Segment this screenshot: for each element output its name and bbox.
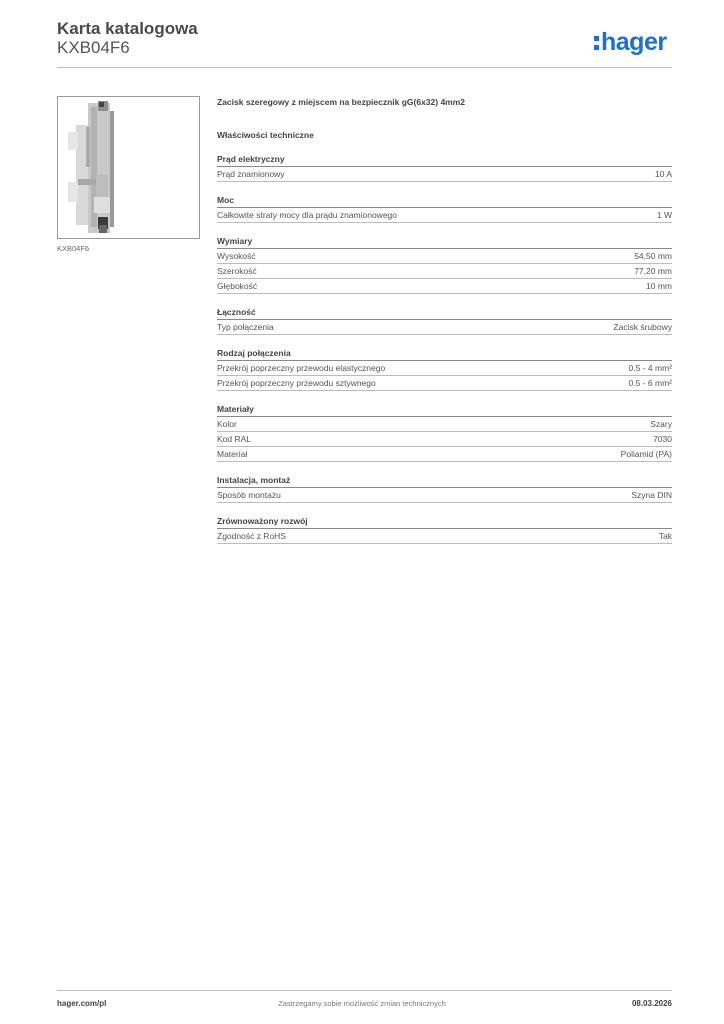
property-label: Materiał: [217, 449, 248, 459]
property-value: Szary: [650, 419, 672, 429]
terminal-block-illustration: [58, 97, 199, 238]
property-label: Sposób montażu: [217, 490, 281, 500]
property-row: [217, 264, 672, 279]
property-value: 1 W: [656, 210, 672, 220]
property-label: Przekrój poprzeczny przewodu elastycznego: [217, 363, 386, 373]
section-title: Prąd elektryczny: [217, 153, 672, 167]
header-divider: [57, 67, 672, 68]
property-label: Całkowite straty mocy dla prądu znamionowego: [217, 210, 398, 220]
footer-divider: [57, 990, 672, 991]
property-row: [217, 417, 672, 432]
footer-date: 08.03.2026: [631, 999, 672, 1008]
section-title: Wymiary: [217, 235, 672, 249]
footer-disclaimer: Zastrzegamy sobie możliwość zmian technicznych: [278, 999, 446, 1008]
property-value: Szyna DIN: [631, 490, 672, 500]
section-title: Łączność: [217, 306, 672, 320]
document-title: Karta katalogowa: [57, 19, 198, 38]
property-label: Kolor: [217, 419, 237, 429]
property-section: [217, 153, 672, 182]
product-code: KXB04F6: [57, 38, 130, 57]
property-label: Kod RAL: [217, 434, 252, 444]
property-section: [217, 235, 672, 294]
property-section: [217, 515, 672, 544]
property-row: [217, 361, 672, 376]
section-title: Instalacja, montaż: [217, 474, 672, 488]
technical-properties-heading: Właściwości techniczne: [217, 130, 314, 140]
property-row: [217, 167, 672, 182]
product-description: Zacisk szeregowy z miejscem na bezpiecznik gG(6x32) 4mm2: [217, 97, 466, 107]
property-value: 7030: [653, 434, 672, 444]
property-value: 0.5 - 6 mm²: [628, 378, 672, 388]
property-value: 54,50 mm: [634, 251, 672, 261]
property-section: [217, 347, 672, 391]
property-section: [217, 403, 672, 462]
section-title: Moc: [217, 194, 672, 208]
property-value: Tak: [658, 531, 672, 541]
property-label: Zgodność z RoHS: [217, 531, 286, 541]
property-label: Przekrój poprzeczny przewodu sztywnego: [217, 378, 376, 388]
property-section: [217, 194, 672, 223]
property-row: [217, 376, 672, 391]
property-sections: [217, 153, 672, 544]
property-value: 0.5 - 4 mm²: [628, 363, 672, 373]
section-title: Zrównoważony rozwój: [217, 515, 672, 529]
property-row: [217, 447, 672, 462]
property-row: [217, 529, 672, 544]
property-row: [217, 208, 672, 223]
property-section: [217, 474, 672, 503]
property-label: Głębokość: [217, 281, 258, 291]
property-label: Szerokość: [217, 266, 257, 276]
hager-logo: [594, 28, 667, 57]
property-row: [217, 432, 672, 447]
product-image: [57, 96, 200, 239]
property-value: Zacisk śrubowy: [613, 322, 672, 332]
property-label: Wysokość: [217, 251, 256, 261]
main-content: [217, 96, 672, 544]
section-title: Materiały: [217, 403, 672, 417]
property-value: 77,20 mm: [634, 266, 672, 276]
property-label: Typ połączenia: [217, 322, 274, 332]
property-value: 10 A: [654, 169, 672, 179]
property-value: 10 mm: [646, 281, 672, 291]
logo-text: hager: [601, 28, 667, 56]
image-caption: KXB04F6: [57, 244, 90, 253]
section-title: Rodzaj połączenia: [217, 347, 672, 361]
logo-dots-icon: [594, 32, 599, 52]
property-label: Prąd znamionowy: [217, 169, 285, 179]
property-row: [217, 320, 672, 335]
footer-website: hager.com/pl: [57, 999, 107, 1008]
property-value: Poliamid (PA): [620, 449, 672, 459]
property-row: [217, 488, 672, 503]
property-section: [217, 306, 672, 335]
property-row: [217, 279, 672, 294]
property-row: [217, 249, 672, 264]
